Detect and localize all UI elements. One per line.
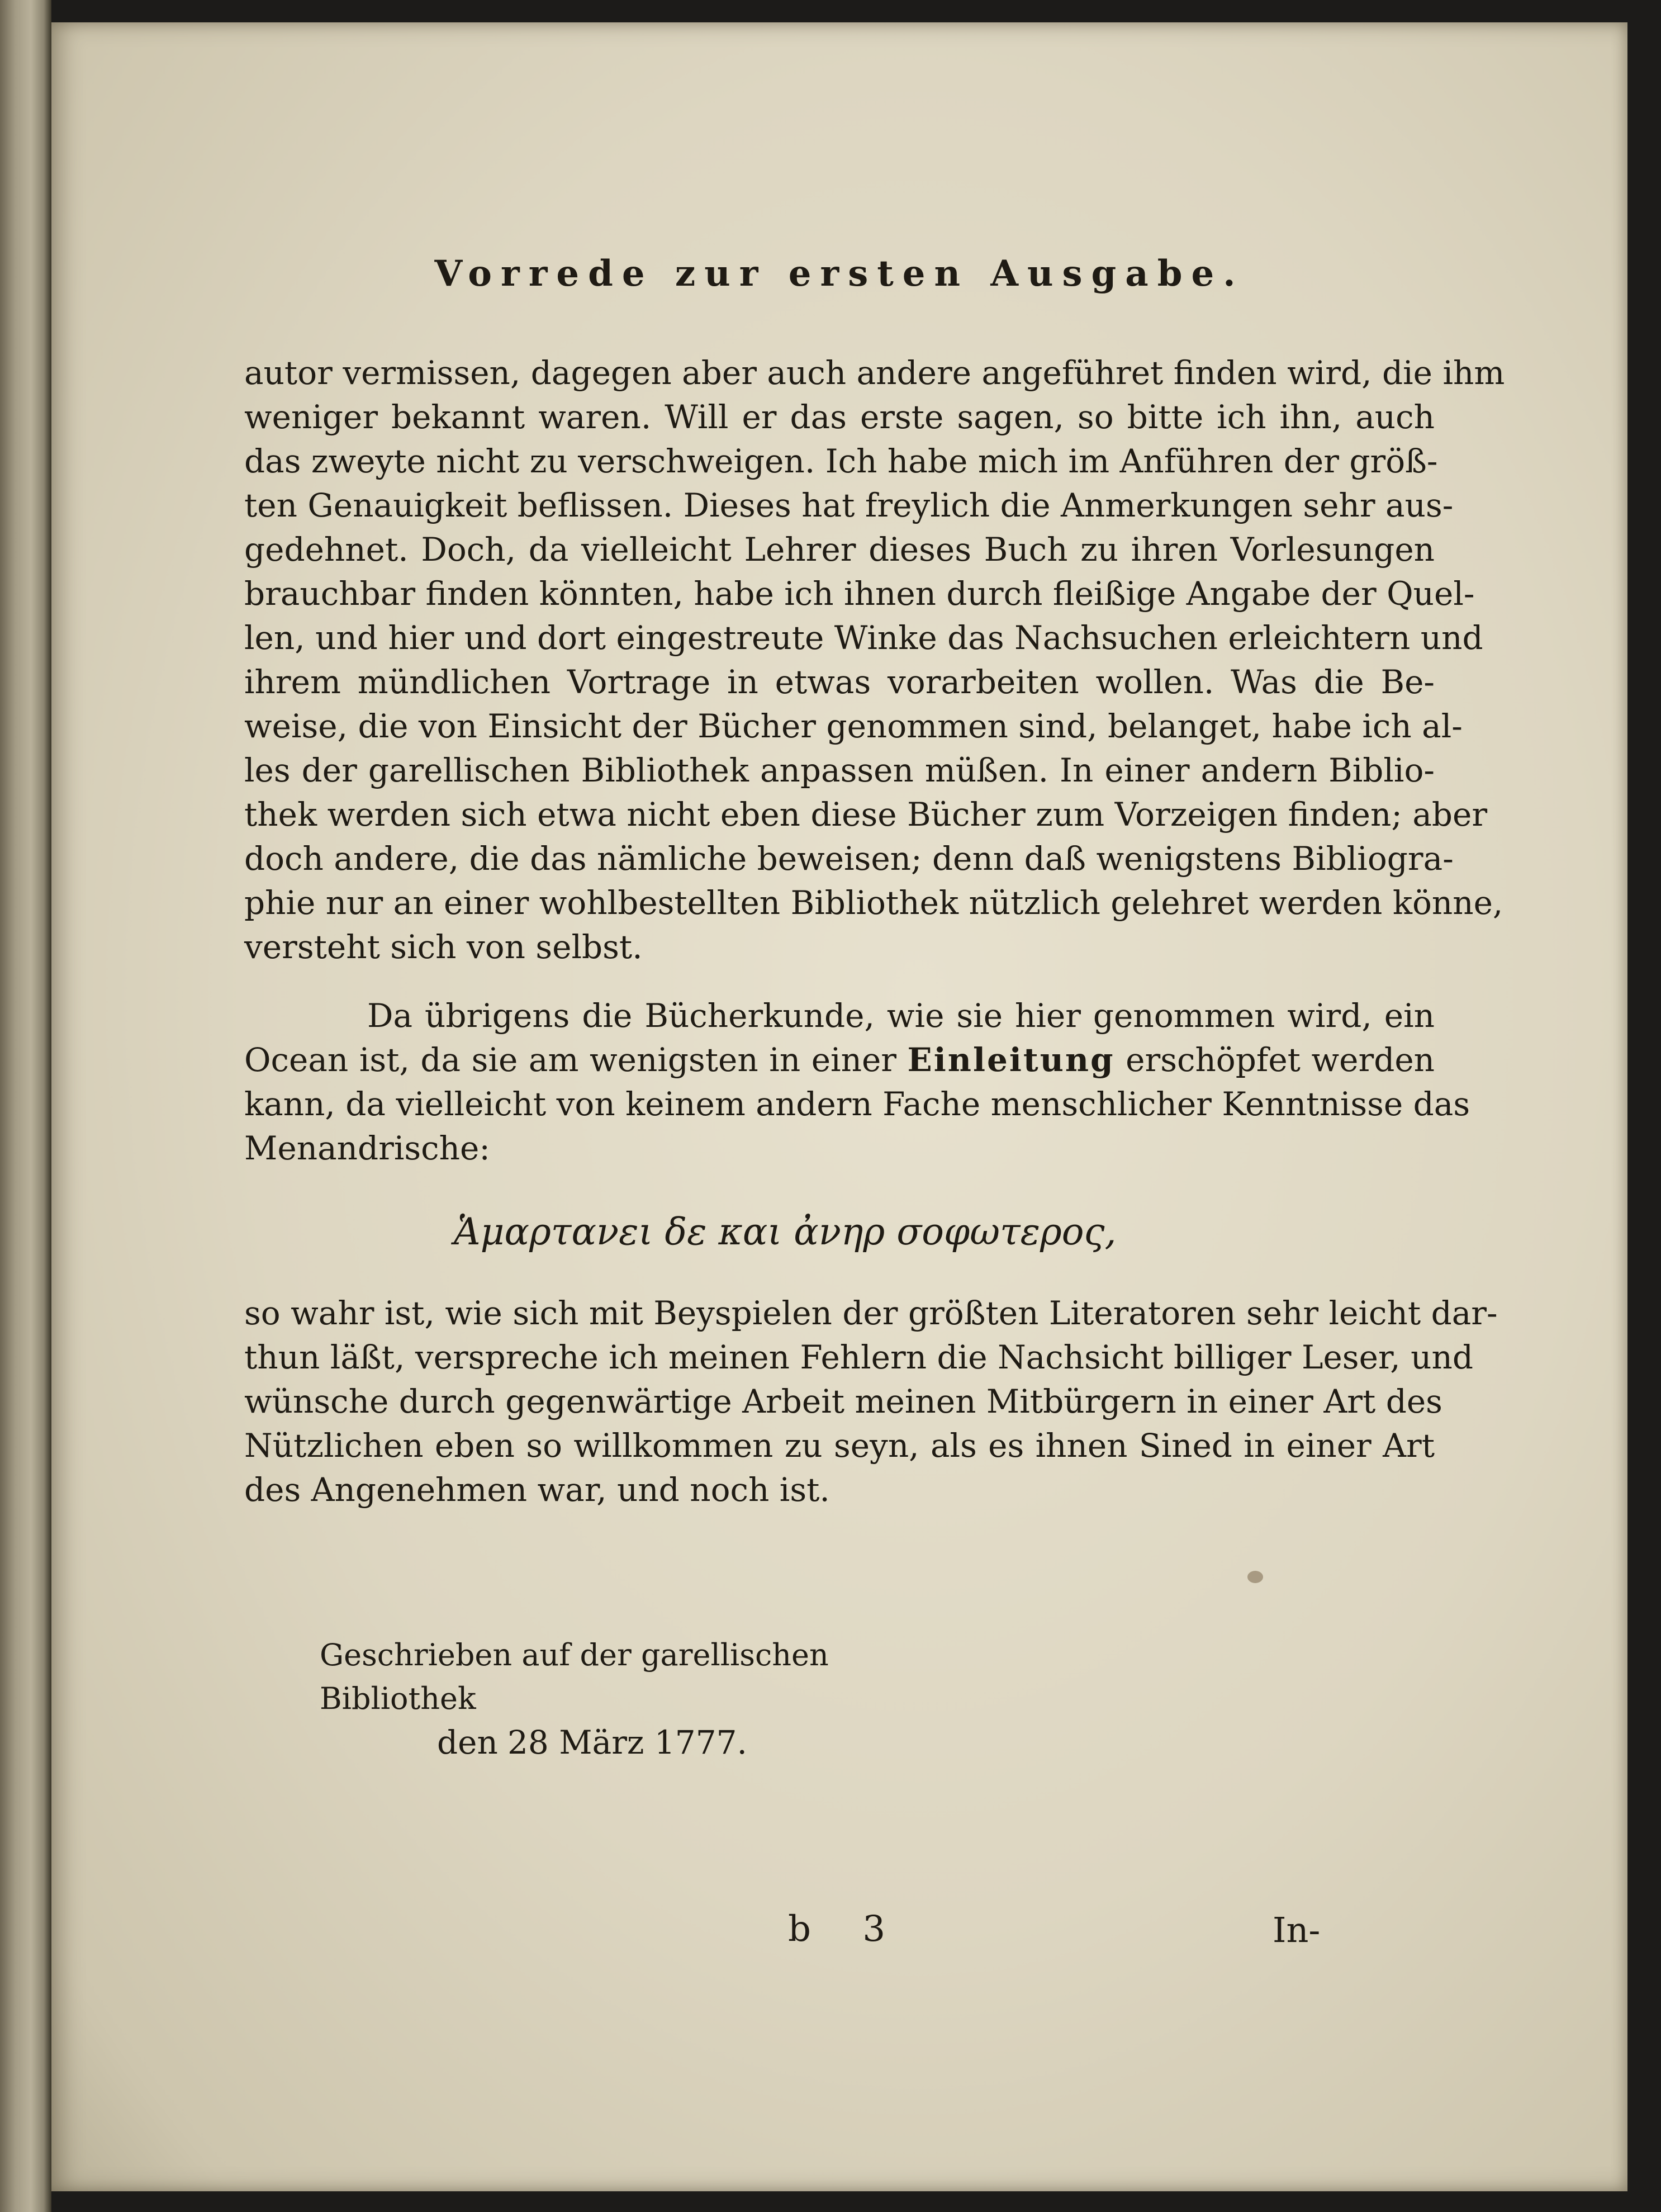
text-line: so wahr ist, wie sich mit Beyspielen der größten Literatoren sehr leicht dar- <box>244 1294 1498 1332</box>
text-line: thek werden sich etwa nicht eben diese Bücher zum Vorzeigen finden; aber <box>244 795 1488 833</box>
text-line: gedehnet. Doch, da vielleicht Lehrer dieses Buch zu ihren Vorlesungen <box>244 530 1435 569</box>
text-segment: Ocean ist, da sie am wenigsten in einer <box>244 1041 896 1079</box>
text-line: Menandrische: <box>244 1129 490 1167</box>
book-page <box>51 22 1627 2191</box>
text-line <box>244 1038 1435 1082</box>
text-line: phie nur an einer wohlbestellten Bibliothek nützlich gelehret werden könne, <box>244 884 1503 922</box>
signature-line: Geschrieben auf der garellischen Bibliothek <box>320 1637 829 1716</box>
text-line: Nützlichen eben so willkommen zu seyn, als es ihnen Sined in einer Art <box>244 1427 1435 1465</box>
text-line: thun läßt, verspreche ich meinen Fehlern die Nachsicht billiger Leser, und <box>244 1338 1473 1376</box>
emphasized-word: Einleitung <box>907 1041 1115 1079</box>
text-line: les der garellischen Bibliothek anpassen müßen. In einer andern Biblio- <box>244 751 1435 789</box>
text-line: weniger bekannt waren. Will er das erste sagen, so bitte ich ihn, auch <box>244 398 1435 436</box>
text-line: len, und hier und dort eingestreute Winke das Nachsuchen erleichtern und <box>244 619 1483 657</box>
date-text: 28 März 1777. <box>507 1723 747 1761</box>
paragraph-3 <box>244 1291 1498 1512</box>
paper-stain <box>1247 1571 1263 1583</box>
running-header: Vorrede zur ersten Ausgabe. <box>434 253 1245 295</box>
text-line: brauchbar finden könnten, habe ich ihnen durch fleißige Angabe der Quel- <box>244 575 1475 613</box>
text-line: versteht sich von selbst. <box>244 928 643 966</box>
text-line: ihrem mündlichen Vortrage in etwas vorarbeiten wollen. Was die Be- <box>244 663 1435 701</box>
paragraph-1 <box>244 351 1505 969</box>
text-line: wünsche durch gegenwärtige Arbeit meinen Mitbürgern in einer Art des <box>244 1382 1442 1420</box>
text-segment: erschöpfet werden <box>1126 1041 1435 1079</box>
date-prefix: den <box>437 1723 498 1761</box>
text-line: des Angenehmen war, und noch ist. <box>244 1471 830 1509</box>
text-line: kann, da vielleicht von keinem andern Fache menschlicher Kenntnisse das <box>244 1085 1470 1123</box>
text-line: ten Genauigkeit beflissen. Dieses hat freylich die Anmerkungen sehr aus- <box>244 486 1454 524</box>
text-line: autor vermissen, dagegen aber auch andere angeführet finden wird, die ihm <box>244 354 1505 392</box>
catchword: In- <box>1273 1910 1321 1950</box>
text-line: weise, die von Einsicht der Bücher genommen sind, belanget, habe ich al- <box>244 707 1463 745</box>
printer-signature-mark: b 3 <box>788 1908 906 1950</box>
text-line: Da übrigens die Bücherkunde, wie sie hier genommen wird, ein <box>367 997 1435 1035</box>
book-spine <box>0 0 51 2212</box>
text-line: das zweyte nicht zu verschweigen. Ich habe mich im Anführen der größ- <box>244 442 1438 480</box>
signature-block <box>320 1633 934 1765</box>
paragraph-2 <box>244 994 1470 1171</box>
signature-date-line <box>320 1721 934 1765</box>
greek-quotation: Ἁμαρτανει δε και ἀνηρ σοφωτερος, <box>454 1210 1117 1253</box>
text-line: doch andere, die das nämliche beweisen; denn daß wenigstens Bibliogra- <box>244 840 1454 878</box>
